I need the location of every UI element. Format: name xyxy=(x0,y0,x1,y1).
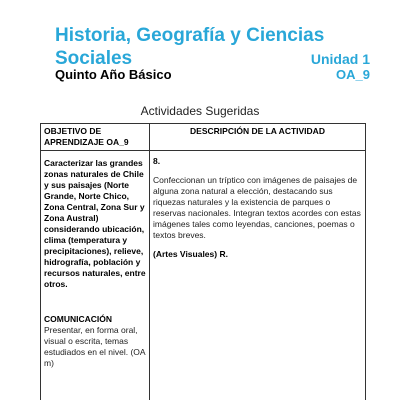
grade-label: Quinto Año Básico xyxy=(55,67,172,82)
description-header: DESCRIPCIÓN DE LA ACTIVIDAD xyxy=(150,124,366,151)
communication-text: Presentar, en forma oral, visual o escrita, temas estudiados en el nivel. (OA m) xyxy=(44,325,146,368)
subject-title: Historia, Geografía y Ciencias Sociales xyxy=(55,25,325,69)
oa-code-label: OA_9 xyxy=(336,67,370,82)
unit-label: Unidad 1 xyxy=(310,51,370,67)
objective-header: OBJETIVO DE APRENDIZAJE OA_9 xyxy=(41,124,150,151)
objective-text: Caracterizar las grandes zonas naturales de Chile y sus paisajes (Norte Grande, Norte Chico, Zona Central, Zona Sur y Zona Austral) considerando ubicación, clima (temperatura y precipitaciones), relieve, hidrografía, población y recursos naturales, entre otros. xyxy=(44,158,146,289)
section-title: Actividades Sugeridas xyxy=(140,104,260,118)
page-header xyxy=(0,0,400,100)
description-cell xyxy=(150,151,366,400)
table-row xyxy=(41,151,366,400)
activity-number: 8. xyxy=(153,156,161,166)
activity-table xyxy=(40,123,366,400)
table-header-row xyxy=(41,124,366,151)
communication-heading: COMUNICACIÓN xyxy=(44,314,112,324)
activity-text: Confeccionan un tríptico con imágenes de paisajes de alguna zona natural a elección, destacando sus riquezas naturales y la existencia de parques o reservas nacionales. Integran textos acordes con estas imágenes tales como leyendas, canciones, poemas o textos breves. xyxy=(153,175,361,240)
objective-cell xyxy=(41,151,150,400)
activity-tag: (Artes Visuales) R. xyxy=(153,249,228,259)
